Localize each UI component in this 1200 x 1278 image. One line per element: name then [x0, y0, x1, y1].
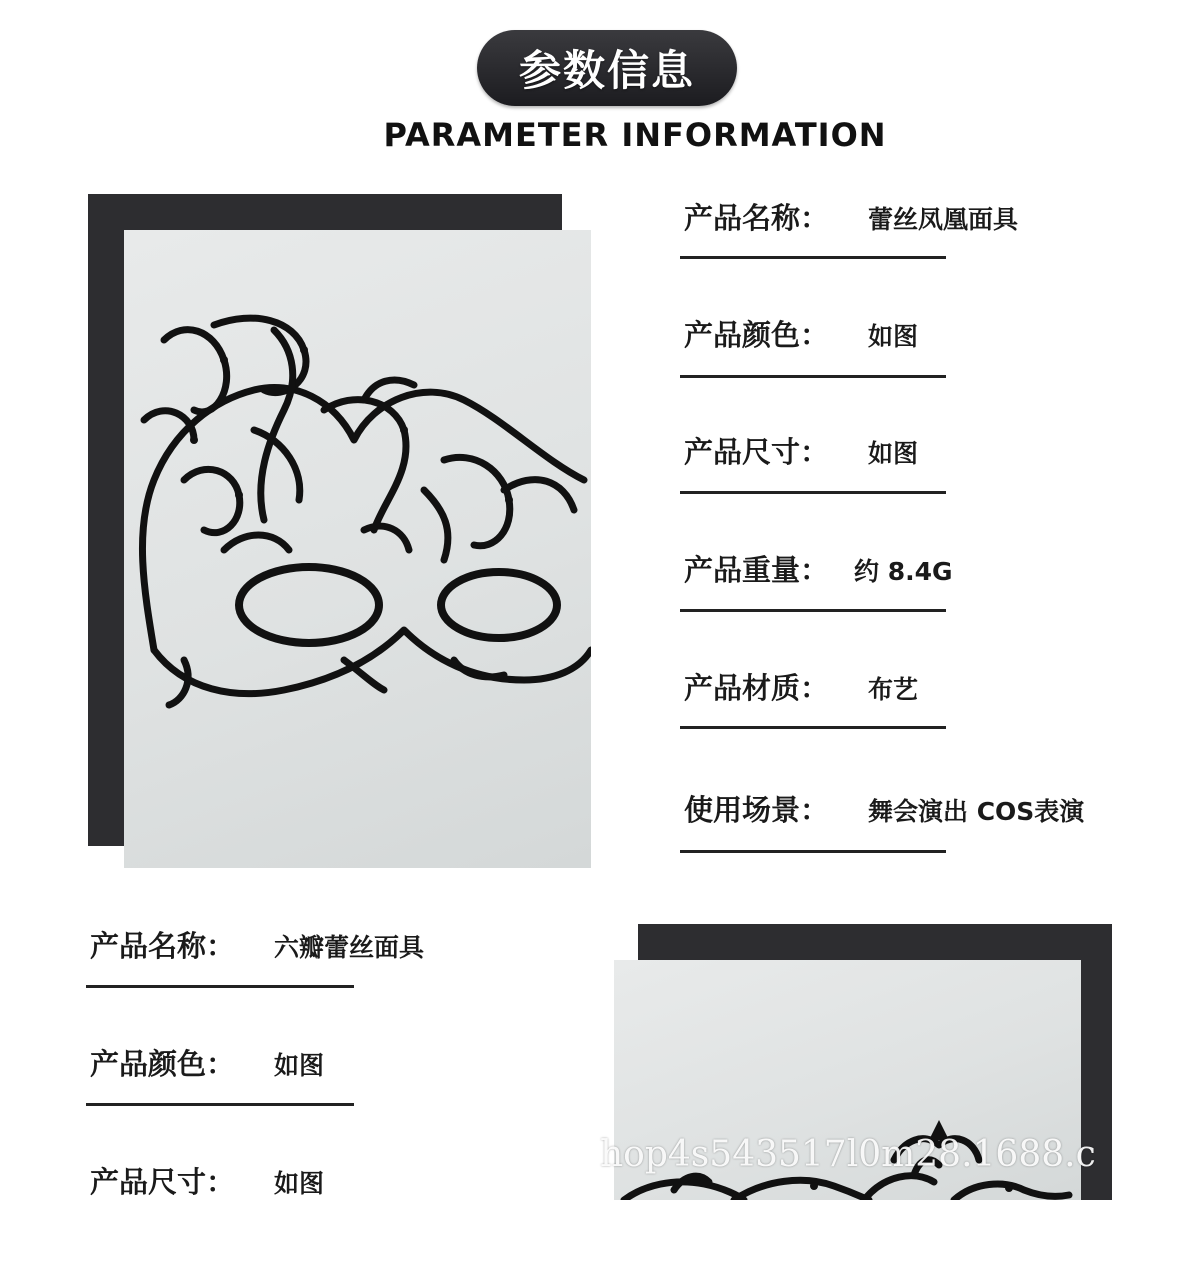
param-label: 产品尺寸：	[684, 435, 830, 469]
param-label: 产品名称：	[90, 929, 236, 963]
param-value: 蕾丝凤凰面具	[868, 205, 1019, 234]
param-value: 如图	[274, 1051, 325, 1080]
param-label: 产品颜色：	[684, 318, 830, 352]
param-value: 如图	[868, 439, 919, 468]
param-label: 使用场景：	[684, 793, 830, 827]
divider	[86, 1103, 354, 1106]
divider	[680, 491, 946, 494]
section-title-cn: 参数信息	[518, 46, 695, 95]
param-value: 约 8.4G	[854, 557, 953, 586]
section-title-en: PARAMETER INFORMATION	[383, 116, 887, 154]
param-value: 布艺	[868, 675, 919, 704]
param-value: 六瓣蕾丝面具	[274, 933, 425, 962]
param-value: 舞会演出 COS表演	[868, 797, 1085, 826]
section-title-badge	[477, 30, 737, 106]
product-photo-1	[124, 230, 591, 868]
divider	[680, 726, 946, 729]
param-label: 产品名称：	[684, 201, 830, 235]
param-label: 产品重量：	[684, 553, 830, 587]
lace-mask-icon	[124, 230, 591, 868]
divider	[680, 850, 946, 853]
param-value: 如图	[868, 322, 919, 351]
param-value: 如图	[274, 1169, 325, 1198]
divider	[680, 256, 946, 259]
divider	[680, 609, 946, 612]
divider	[86, 985, 354, 988]
divider	[680, 375, 946, 378]
param-label: 产品材质：	[684, 671, 830, 705]
param-label: 产品尺寸：	[90, 1165, 236, 1199]
watermark-text: hop4s543517l0m28.1688.c	[600, 1134, 1096, 1175]
param-label: 产品颜色：	[90, 1047, 236, 1081]
